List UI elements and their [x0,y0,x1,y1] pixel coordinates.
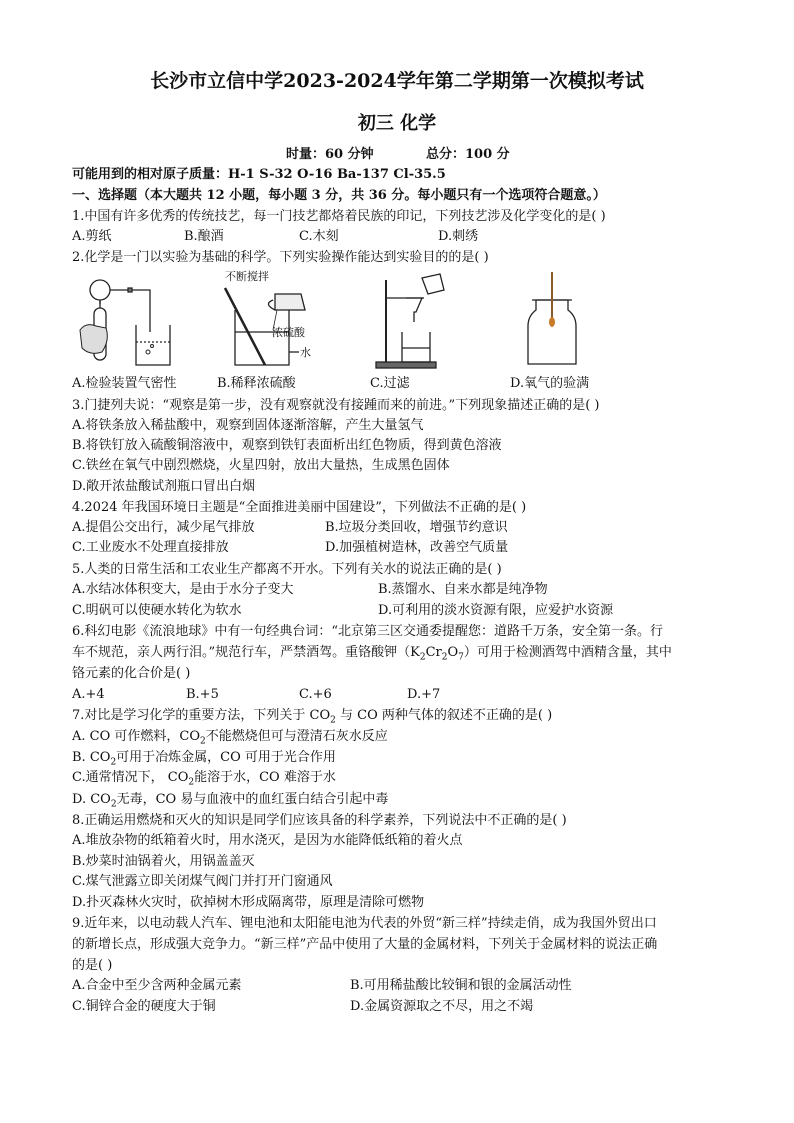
q6-stem-line2 [72,643,672,663]
q1-option-b: B.酿酒 [184,229,224,244]
q6-option-a: A.+4 [72,687,105,702]
exam-title: 长沙市立信中学2023-2024学年第二学期第一次模拟考试 [150,70,644,92]
q1-option-d: D.刺绣 [438,229,479,244]
q7-option-a [72,727,388,747]
q9-stem-line2: 的新增长点，形成强大竞争力。“新三样”产品中使用了大量的金属材料，下列关于金属材料的说法正确 [72,937,658,952]
q3-stem: 3.门捷列夫说：“观察是第一步，没有观察就没有接踵而来的前进。”下列现象描述正确的是( ) [72,398,600,413]
q5-stem: 5.人类的日常生活和工农业生产都离不开水。下列有关水的说法正确的是( ) [72,562,502,577]
figure-c-filtration [372,270,462,370]
q7-a-text-1: A. CO 可作燃料，CO [72,729,200,744]
q5-option-b: B.蒸馏水、自来水都是纯净物 [378,582,548,597]
q2-option-b: B.稀释浓硫酸 [217,376,296,391]
q3-option-d: D.敞开浓盐酸试剂瓶口冒出白烟 [72,479,256,494]
q7-b-text-1: B. CO [72,750,111,765]
q9-option-b: B.可用稀盐酸比较铜和银的金属活动性 [350,978,572,993]
q9-option-c: C.铜锌合金的硬度大于铜 [72,999,216,1014]
q7-stem-text-b: 与 CO 两种气体的叙述不正确的是( ) [335,708,553,723]
q5-option-c: C.明矾可以使硬水转化为软水 [72,603,242,618]
q6-stem-text-c: O [447,645,459,660]
q7-d-text-1: D. CO [72,792,111,807]
q9-stem-line3: 的是( ) [72,958,113,973]
fig-label-acid: 浓硫酸 [272,326,305,339]
q6-option-c: C.+6 [299,687,332,702]
fig-label-stir: 不断搅拌 [225,270,269,283]
q1-option-a: A.剪纸 [72,229,112,244]
q7-b-text-2: 可用于冶炼金属，CO 可用于光合作用 [116,750,336,765]
q3-option-c: C.铁丝在氧气中剧烈燃烧，火星四射，放出大量热，生成黑色固体 [72,458,450,473]
q2-option-c: C.过滤 [370,376,410,391]
q8-option-d: D.扑灭森林火灾时，砍掉树木形成隔离带，原理是清除可燃物 [72,895,425,910]
q5-option-a: A.水结冰体积变大，是由于水分子变大 [72,582,294,597]
subject-title: 初三 化学 [357,113,437,134]
q8-option-c: C.煤气泄露立即关闭煤气阀门并打开门窗通风 [72,874,333,889]
q1-stem: 1.中国有许多优秀的传统技艺，每一门技艺都烙着民族的印记，下列技艺涉及化学变化的是( ) [72,209,606,224]
q7-d-sub: 2 [110,799,117,810]
q6-sub-k: 2 [419,652,426,663]
q1-option-c: C.木刻 [299,229,339,244]
q8-stem: 8.正确运用燃烧和灭火的知识是同学们应该具备的科学素养，下列说法中不正确的是( ) [72,813,567,828]
q4-option-d: D.加强植树造林，改善空气质量 [325,540,509,555]
q9-stem-line1: 9.近年来，以电动载人汽车、锂电池和太阳能电池为代表的外贸“新三样”持续走俏，成为我国外贸出口 [72,916,657,931]
exam-time: 时量：60 分钟 [286,147,374,162]
section-1-heading: 一、选择题（本大题共 12 小题，每小题 3 分，共 36 分。每小题只有一个选项符合题意。） [72,188,606,203]
q7-stem-sub: 2 [330,715,336,726]
q6-sub-cr: 2 [441,652,448,663]
q9-option-a: A.合金中至少含两种金属元素 [72,978,242,993]
q7-stem [72,706,552,726]
q4-option-c: C.工业废水不处理直接排放 [72,540,229,555]
q7-option-d [72,790,388,810]
q7-option-b [72,748,336,768]
q6-stem-text-b: Cr [425,645,442,660]
q2-option-d: D.氧气的验满 [510,376,590,391]
q4-stem: 4.2024 年我国环境日主题是“全面推进美丽中国建设”，下列做法不正确的是( ) [72,500,527,515]
q7-stem-text-a: 7.对比是学习化学的重要方法，下列关于 CO [72,708,331,723]
q8-option-b: B.炒菜时油锅着火，用锅盖盖灭 [72,854,255,869]
q7-c-text-1: C.通常情况下， CO [72,770,189,785]
q2-stem: 2.化学是一门以实验为基础的科学。下列实验操作能达到实验目的的是( ) [72,250,489,265]
q7-c-text-2: 能溶于水，CO 难溶于水 [194,770,336,785]
q7-b-sub: 2 [110,757,117,768]
q7-a-text-2: 不能燃烧但可与澄清石灰水反应 [205,729,388,744]
q6-option-d: D.+7 [407,687,441,702]
exam-score: 总分：100 分 [426,147,510,162]
q2-option-a: A.检验装置气密性 [72,376,177,391]
figure-d-oxygen-check [518,270,588,370]
q6-option-b: B.+5 [186,687,219,702]
figure-a-airtightness [72,270,182,370]
q7-d-text-2: 无毒，CO 易与血液中的血红蛋白结合引起中毒 [116,792,389,807]
q6-stem-text-d: ）可用于检测酒驾中酒精含量，其中 [463,645,672,660]
q5-option-d: D.可利用的淡水资源有限，应爱护水资源 [378,603,614,618]
q6-stem-line1: 6.科幻电影《流浪地球》中有一句经典台词：“北京第三区交通委提醒您：道路千万条，安全第一条。行 [72,624,664,639]
q7-option-c [72,768,336,788]
q7-c-sub: 2 [188,777,195,788]
q3-option-b: B.将铁钉放入硫酸铜溶液中，观察到铁钉表面析出红色物质，得到黄色溶液 [72,438,502,453]
q6-stem-line3: 铬元素的化合价是( ) [72,666,191,681]
q6-stem-text-a: 车不规范，亲人两行泪。”规范行车，严禁酒驾。重铬酸钾（K [72,645,420,660]
fig-label-water: 水 [300,346,311,359]
atomic-mass-line: 可能用到的相对原子质量：H-1 S-32 O-16 Ba-137 Cl-35.5 [72,167,446,182]
q9-option-d: D.金属资源取之不尽，用之不竭 [350,999,534,1014]
q4-option-b: B.垃圾分类回收，增强节约意识 [325,520,508,535]
q8-option-a: A.堆放杂物的纸箱着火时，用水浇灭，是因为水能降低纸箱的着火点 [72,833,463,848]
q4-option-a: A.提倡公交出行，减少尾气排放 [72,520,255,535]
q3-option-a: A.将铁条放入稀盐酸中，观察到固体逐渐溶解，产生大量氢气 [72,418,424,433]
q6-sub-o: 7 [458,652,464,663]
q7-a-sub: 2 [200,736,206,747]
